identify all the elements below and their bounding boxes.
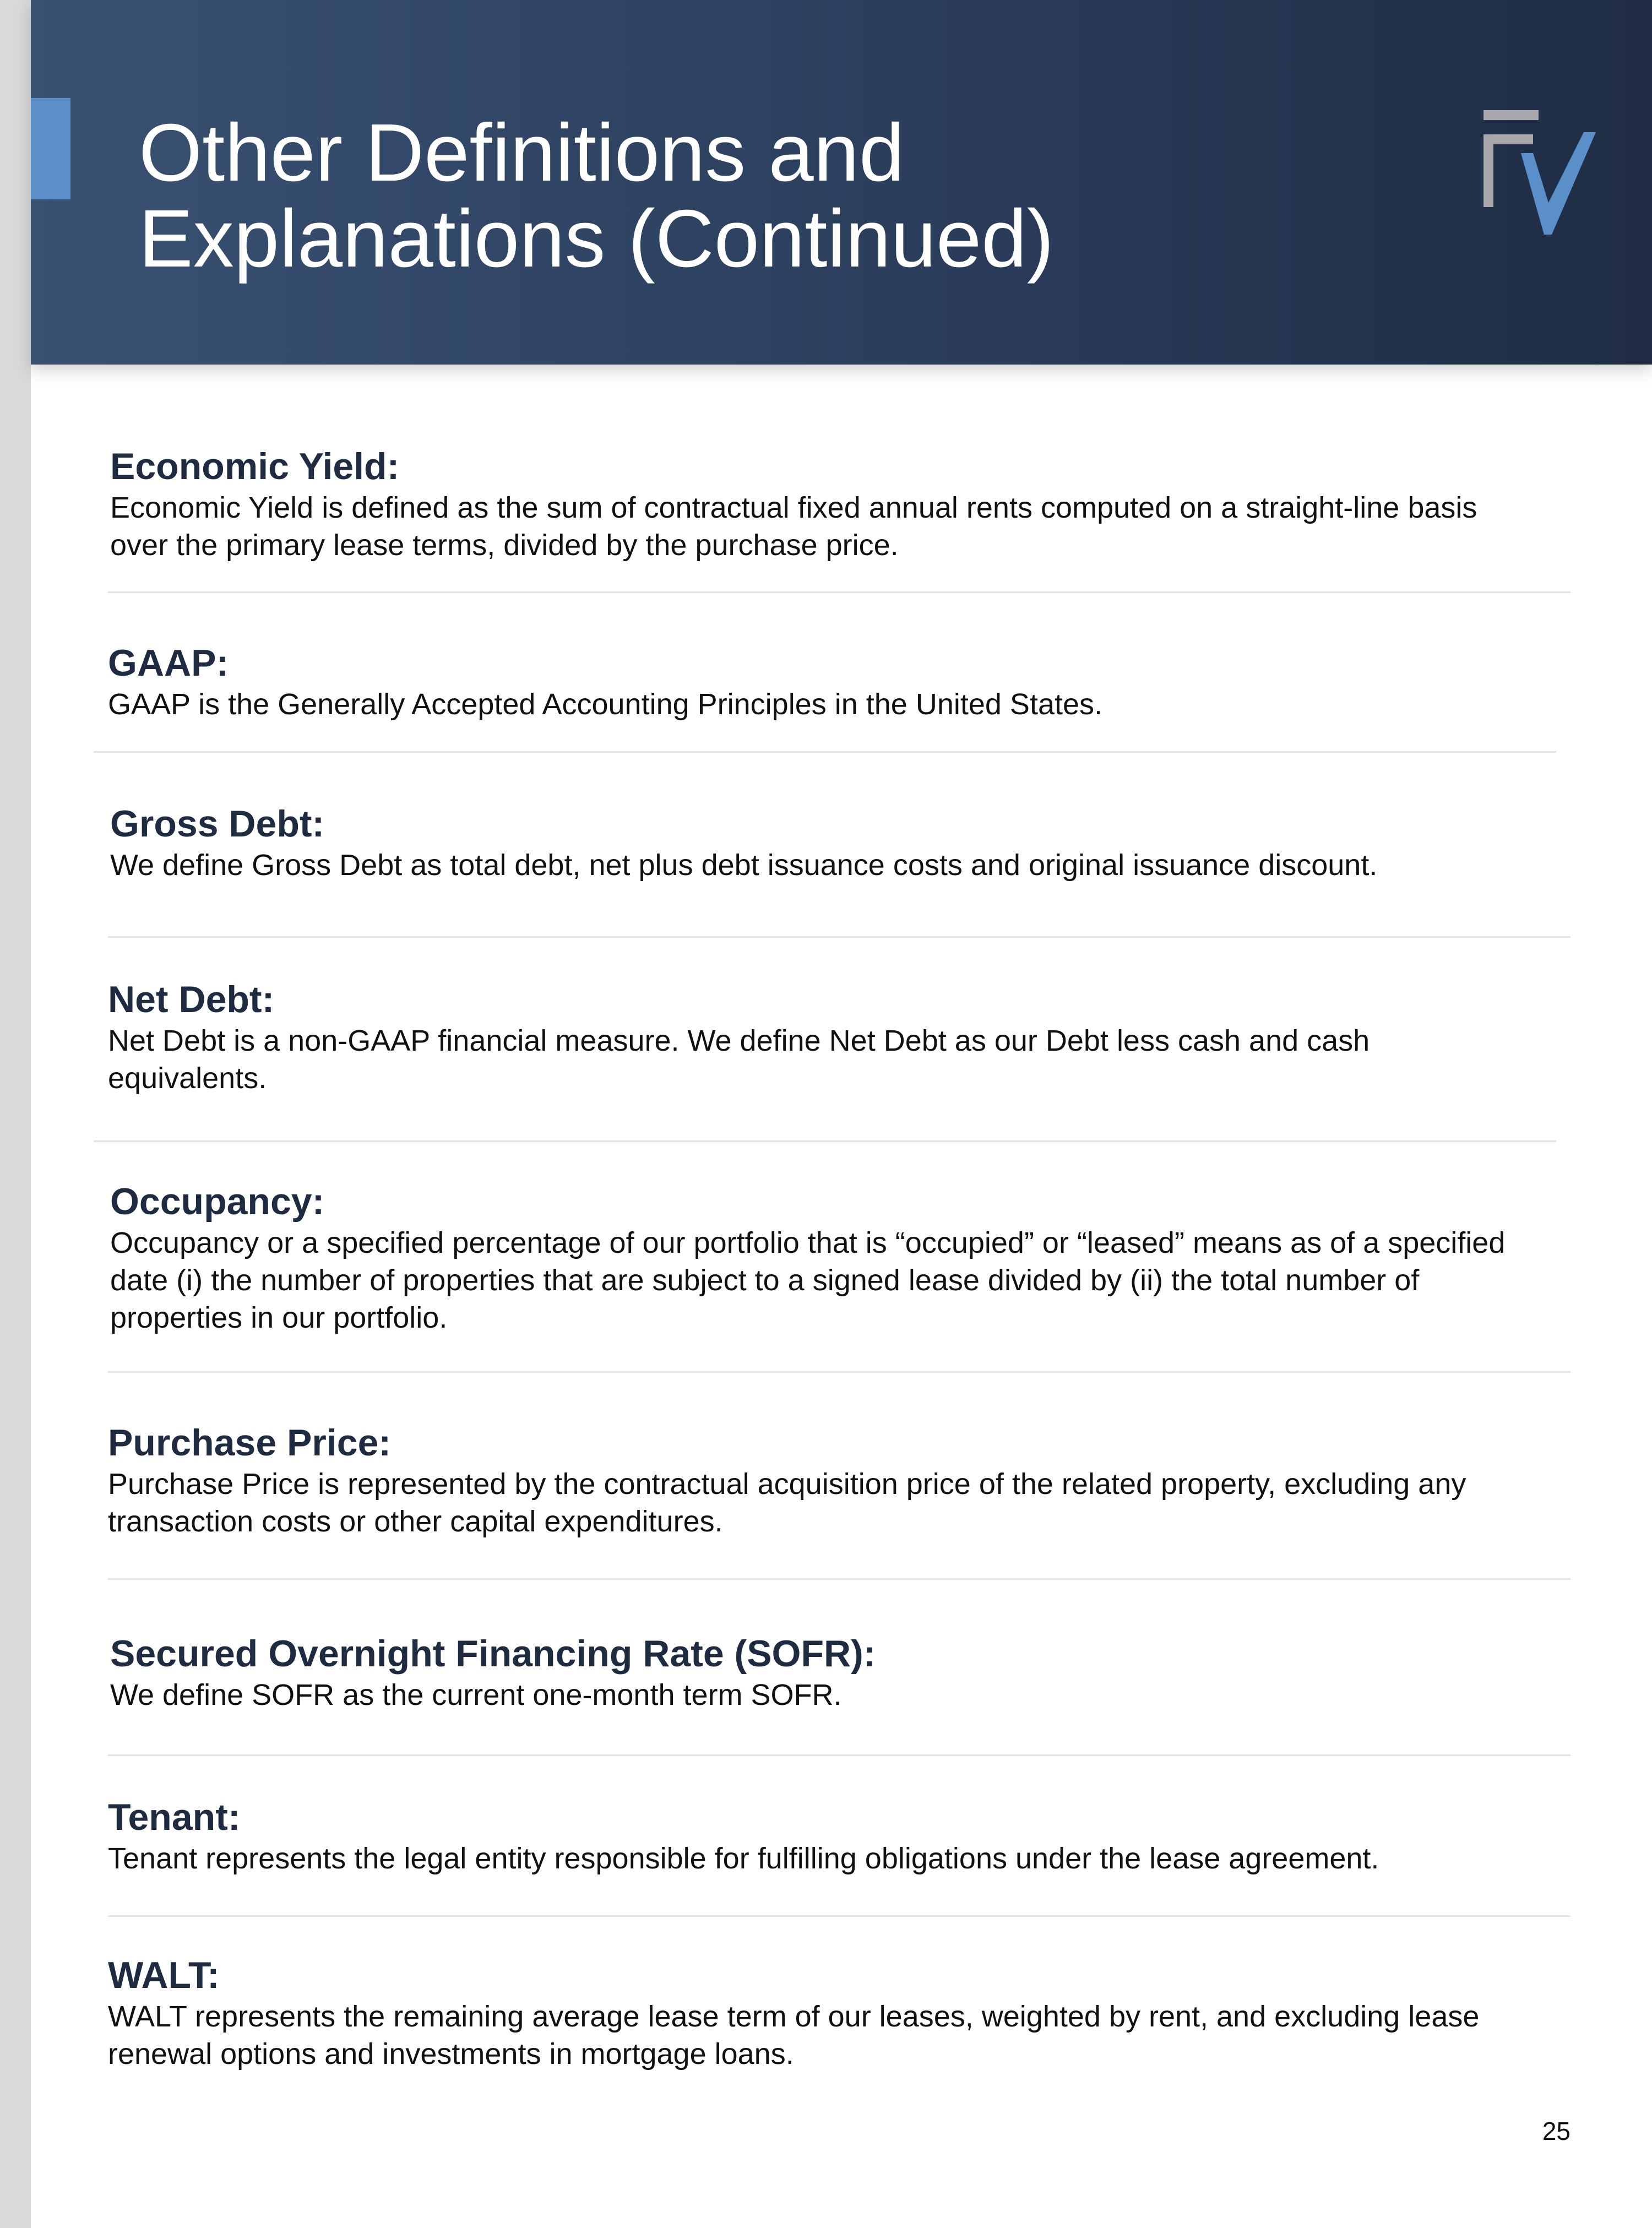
definition-text-line: We define SOFR as the current one-month term SOFR. — [110, 1678, 842, 1711]
definition-term: GAAP: — [108, 642, 229, 684]
section-divider — [108, 1754, 1571, 1756]
definition-text-line: renewal options and investments in mortgage loans. — [108, 2037, 794, 2071]
definition-text-line: Purchase Price is represented by the contractual acquisition price of the related property, excluding any — [108, 1468, 1466, 1501]
definition-purchase-price — [108, 1420, 1652, 1540]
definition-term: Economic Yield: — [110, 445, 400, 487]
definition-text-line: Net Debt is a non-GAAP financial measure. We define Net Debt as our Debt less cash and cash — [108, 1024, 1370, 1057]
definition-term: Purchase Price: — [108, 1422, 392, 1464]
definition-term: Gross Debt: — [110, 803, 325, 845]
definition-text-line: Tenant represents the legal entity responsible for fulfilling obligations under the lease agreement. — [108, 1842, 1379, 1875]
definition-sofr — [110, 1631, 1652, 1714]
definition-term: WALT: — [108, 1954, 220, 1996]
section-divider — [108, 1915, 1571, 1917]
section-divider — [94, 1140, 1556, 1142]
definition-text-line: date (i) the number of properties that are subject to a signed lease divided by (ii) the total number of — [110, 1264, 1420, 1297]
definition-text-line: transaction costs or other capital expenditures. — [108, 1505, 723, 1538]
definition-text-line: WALT represents the remaining average lease term of our leases, weighted by rent, and excluding lease — [108, 2000, 1480, 2033]
definition-text-line: GAAP is the Generally Accepted Accounting Principles in the United States. — [108, 688, 1103, 721]
definition-text-line: over the primary lease terms, divided by the purchase price. — [110, 529, 899, 562]
header-accent-tab — [31, 98, 70, 199]
definition-gaap — [108, 640, 1652, 723]
definition-text-line: equivalents. — [108, 1062, 267, 1095]
left-margin-strip — [0, 0, 31, 2228]
definition-net-debt — [108, 977, 1652, 1097]
definition-term: Occupancy: — [110, 1181, 325, 1222]
page-title-line-2: Explanations (Continued) — [139, 193, 1054, 284]
section-divider — [108, 1371, 1571, 1373]
page-title — [139, 107, 1054, 284]
page-header — [31, 0, 1652, 365]
section-divider — [108, 1578, 1571, 1580]
definition-walt — [108, 1953, 1652, 2073]
company-logo-icon — [1478, 110, 1605, 242]
definition-text-line: We define Gross Debt as total debt, net plus debt issuance costs and original issuance discount. — [110, 849, 1378, 882]
definition-term: Net Debt: — [108, 979, 275, 1020]
definition-term: Tenant: — [108, 1796, 241, 1838]
definition-economic-yield — [110, 444, 1652, 564]
section-divider — [108, 936, 1571, 938]
page-number: 25 — [1542, 2117, 1571, 2145]
definition-tenant — [108, 1795, 1652, 1877]
section-divider — [108, 591, 1571, 593]
section-divider — [94, 751, 1556, 753]
definition-text-line: properties in our portfolio. — [110, 1301, 448, 1334]
definition-gross-debt — [110, 801, 1652, 884]
definition-text-line: Economic Yield is defined as the sum of contractual fixed annual rents computed on a straight-line basis — [110, 491, 1477, 524]
definition-occupancy — [110, 1179, 1652, 1336]
definition-term: Secured Overnight Financing Rate (SOFR): — [110, 1633, 876, 1675]
page-title-line-1: Other Definitions and — [139, 107, 905, 198]
definition-text-line: Occupancy or a specified percentage of our portfolio that is “occupied” or “leased” means as of a specified — [110, 1226, 1506, 1259]
